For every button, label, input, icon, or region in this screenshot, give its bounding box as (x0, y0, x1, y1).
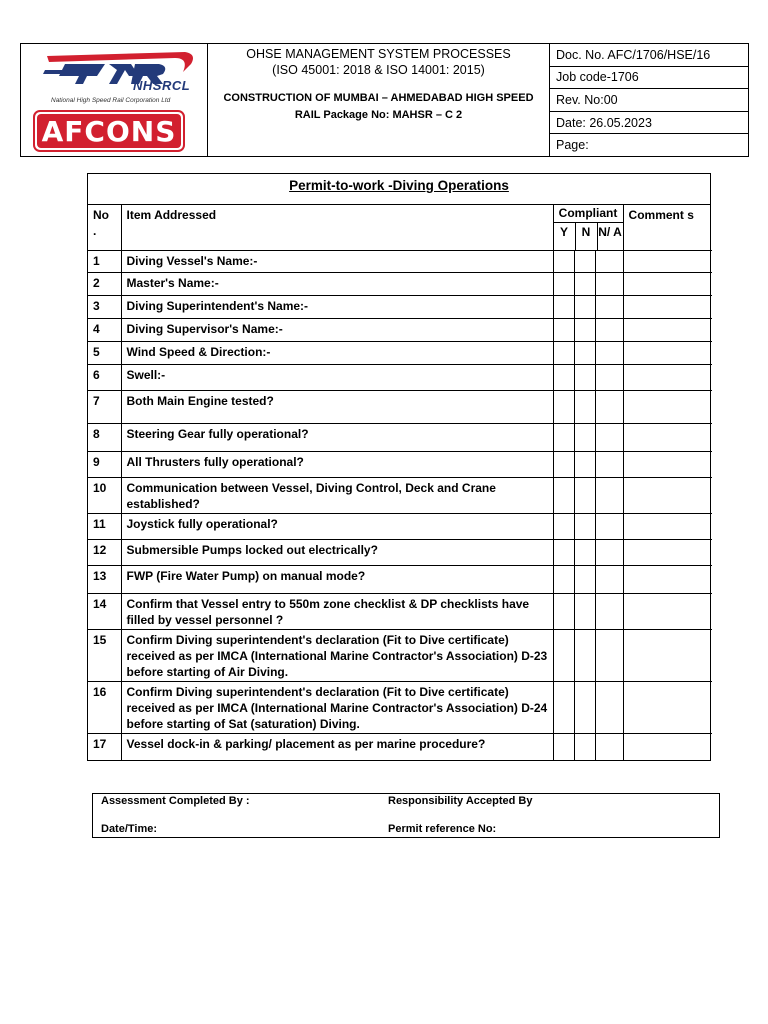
no-cell[interactable] (574, 734, 595, 760)
item-addressed: Submersible Pumps locked out electrically? (121, 540, 553, 566)
job-code: Job code-1706 (550, 67, 748, 90)
na-cell[interactable] (595, 566, 623, 594)
comments-cell[interactable] (623, 273, 712, 296)
table-row (88, 319, 712, 342)
na-cell[interactable] (595, 342, 623, 365)
yes-cell[interactable] (553, 566, 574, 594)
comments-cell[interactable] (623, 540, 712, 566)
item-addressed: Both Main Engine tested? (121, 391, 553, 424)
no-cell[interactable] (574, 319, 595, 342)
row-number: 13 (88, 566, 121, 594)
item-addressed: Joystick fully operational? (121, 514, 553, 540)
yes-cell[interactable] (553, 319, 574, 342)
assessment-completed-label: Assessment Completed By : (101, 795, 250, 807)
na-cell[interactable] (595, 391, 623, 424)
comments-cell[interactable] (623, 424, 712, 452)
row-number: 3 (88, 296, 121, 319)
no-cell[interactable] (574, 296, 595, 319)
column-header-no-compliant: N (576, 223, 598, 250)
comments-cell[interactable] (623, 251, 712, 273)
no-cell[interactable] (574, 273, 595, 296)
comments-cell[interactable] (623, 594, 712, 630)
column-header-item: Item Addressed (121, 205, 553, 251)
row-number: 15 (88, 630, 121, 682)
item-addressed: Wind Speed & Direction:- (121, 342, 553, 365)
no-cell[interactable] (574, 391, 595, 424)
yes-cell[interactable] (553, 734, 574, 760)
no-cell[interactable] (574, 251, 595, 273)
row-number: 14 (88, 594, 121, 630)
na-cell[interactable] (595, 452, 623, 478)
na-cell[interactable] (595, 682, 623, 734)
no-cell[interactable] (574, 452, 595, 478)
no-cell[interactable] (574, 342, 595, 365)
nhsrcl-wordmark: NHSRCL (133, 78, 191, 93)
table-row (88, 566, 712, 594)
table-row (88, 342, 712, 365)
row-number: 9 (88, 452, 121, 478)
afcons-logo (33, 110, 185, 152)
table-row (88, 251, 712, 273)
row-number: 17 (88, 734, 121, 760)
row-number: 2 (88, 273, 121, 296)
yes-cell[interactable] (553, 251, 574, 273)
table-row (88, 478, 712, 514)
column-header-yes: Y (554, 223, 576, 250)
row-number: 4 (88, 319, 121, 342)
na-cell[interactable] (595, 319, 623, 342)
comments-cell[interactable] (623, 478, 712, 514)
table-row (88, 424, 712, 452)
compliant-label: Compliant (554, 205, 623, 223)
permit-table-container (87, 173, 711, 761)
permit-title: Permit-to-work -Diving Operations (88, 174, 710, 205)
row-number: 16 (88, 682, 121, 734)
comments-cell[interactable] (623, 296, 712, 319)
column-header-na: N/ A (598, 225, 622, 239)
header-title-cell (208, 44, 550, 156)
na-cell[interactable] (595, 630, 623, 682)
item-addressed: FWP (Fire Water Pump) on manual mode? (121, 566, 553, 594)
table-row (88, 630, 712, 682)
iso-standards: (ISO 45001: 2018 & ISO 14001: 2015) (272, 63, 485, 77)
yes-cell[interactable] (553, 365, 574, 391)
na-cell[interactable] (595, 594, 623, 630)
yes-cell[interactable] (553, 540, 574, 566)
table-row (88, 452, 712, 478)
na-cell[interactable] (595, 251, 623, 273)
na-cell[interactable] (595, 424, 623, 452)
item-addressed: Steering Gear fully operational? (121, 424, 553, 452)
no-cell[interactable] (574, 540, 595, 566)
table-row (88, 594, 712, 630)
na-cell[interactable] (595, 273, 623, 296)
na-cell[interactable] (595, 365, 623, 391)
na-cell[interactable] (595, 734, 623, 760)
yes-cell[interactable] (553, 391, 574, 424)
yes-cell[interactable] (553, 478, 574, 514)
no-cell[interactable] (574, 630, 595, 682)
table-row (88, 273, 712, 296)
item-addressed: Confirm Diving superintendent's declaration (Fit to Dive certificate) received as per IMCA (International Marine Contractor's Association) D-24 before starting of Sat (saturation) Diving. (121, 682, 553, 734)
table-row (88, 682, 712, 734)
package-number: RAIL Package No: MAHSR – C 2 (294, 109, 463, 121)
no-cell[interactable] (574, 594, 595, 630)
date-time-label: Date/Time: (101, 823, 158, 835)
row-number: 1 (88, 251, 121, 273)
project-name: CONSTRUCTION OF MUMBAI – AHMEDABAD HIGH SPEED (223, 92, 534, 104)
yes-cell[interactable] (553, 296, 574, 319)
yes-cell[interactable] (553, 514, 574, 540)
item-addressed: All Thrusters fully operational? (121, 452, 553, 478)
yes-cell[interactable] (553, 630, 574, 682)
no-cell[interactable] (574, 514, 595, 540)
item-addressed: Swell:- (121, 365, 553, 391)
item-addressed: Master's Name:- (121, 273, 553, 296)
item-addressed: Vessel dock-in & parking/ placement as per marine procedure? (121, 734, 553, 760)
document-header (20, 43, 749, 157)
no-cell[interactable] (574, 682, 595, 734)
page-number: Page: (556, 138, 589, 153)
row-number: 7 (88, 391, 121, 424)
row-number: 10 (88, 478, 121, 514)
table-row (88, 365, 712, 391)
yes-cell[interactable] (553, 342, 574, 365)
comments-cell[interactable] (623, 682, 712, 734)
table-row (88, 391, 712, 424)
logo-cell (21, 44, 208, 156)
row-number: 11 (88, 514, 121, 540)
comments-cell[interactable] (623, 365, 712, 391)
na-cell[interactable] (595, 296, 623, 319)
no-cell[interactable] (574, 424, 595, 452)
document-info-cell (550, 44, 748, 156)
table-row (88, 296, 712, 319)
revision-number: Rev. No:00 (550, 89, 748, 112)
column-header-no: No . (88, 205, 121, 251)
responsibility-accepted-label: Responsibility Accepted By (388, 795, 533, 807)
comments-cell[interactable] (623, 319, 712, 342)
column-header-comments: Comment s (623, 205, 712, 251)
row-number: 6 (88, 365, 121, 391)
comments-cell[interactable] (623, 452, 712, 478)
item-addressed: Communication between Vessel, Diving Control, Deck and Crane established? (121, 478, 553, 514)
doc-number: Doc. No. AFC/1706/HSE/16 (550, 44, 748, 67)
nhsrcl-tagline: National High Speed Rail Corporation Ltd (51, 97, 171, 104)
yes-cell[interactable] (553, 452, 574, 478)
comments-cell[interactable] (623, 630, 712, 682)
sign-off-box (92, 793, 720, 838)
table-row (88, 734, 712, 760)
item-addressed: Confirm Diving superintendent's declaration (Fit to Dive certificate) received as per IMCA (International Marine Contractor's Association) D-23 before starting of Air Diving. (121, 630, 553, 682)
system-title: OHSE MANAGEMENT SYSTEM PROCESSES (246, 47, 511, 61)
row-number: 12 (88, 540, 121, 566)
na-cell[interactable] (595, 540, 623, 566)
table-header-row (88, 205, 712, 251)
permit-reference-label: Permit reference No: (388, 823, 497, 835)
yes-cell[interactable] (553, 424, 574, 452)
no-cell[interactable] (574, 478, 595, 514)
yes-cell[interactable] (553, 682, 574, 734)
yes-cell[interactable] (553, 594, 574, 630)
comments-cell[interactable] (623, 391, 712, 424)
item-addressed: Diving Vessel's Name:- (121, 251, 553, 273)
yes-cell[interactable] (553, 273, 574, 296)
row-number: 5 (88, 342, 121, 365)
afcons-wordmark: AFCONS (37, 114, 181, 148)
item-addressed: Diving Superintendent's Name:- (121, 296, 553, 319)
comments-cell[interactable] (623, 342, 712, 365)
comments-cell[interactable] (623, 734, 712, 760)
na-cell[interactable] (595, 514, 623, 540)
table-row (88, 540, 712, 566)
item-addressed: Diving Supervisor's Name:- (121, 319, 553, 342)
na-cell[interactable] (595, 478, 623, 514)
table-row (88, 514, 712, 540)
row-number: 8 (88, 424, 121, 452)
document-date: Date: 26.05.2023 (550, 112, 748, 135)
column-header-compliant (553, 205, 623, 251)
comments-cell[interactable] (623, 566, 712, 594)
comments-cell[interactable] (623, 514, 712, 540)
item-addressed: Confirm that Vessel entry to 550m zone checklist & DP checklists have filled by vessel personnel ? (121, 594, 553, 630)
no-cell[interactable] (574, 566, 595, 594)
permit-items-table (88, 205, 712, 760)
no-cell[interactable] (574, 365, 595, 391)
